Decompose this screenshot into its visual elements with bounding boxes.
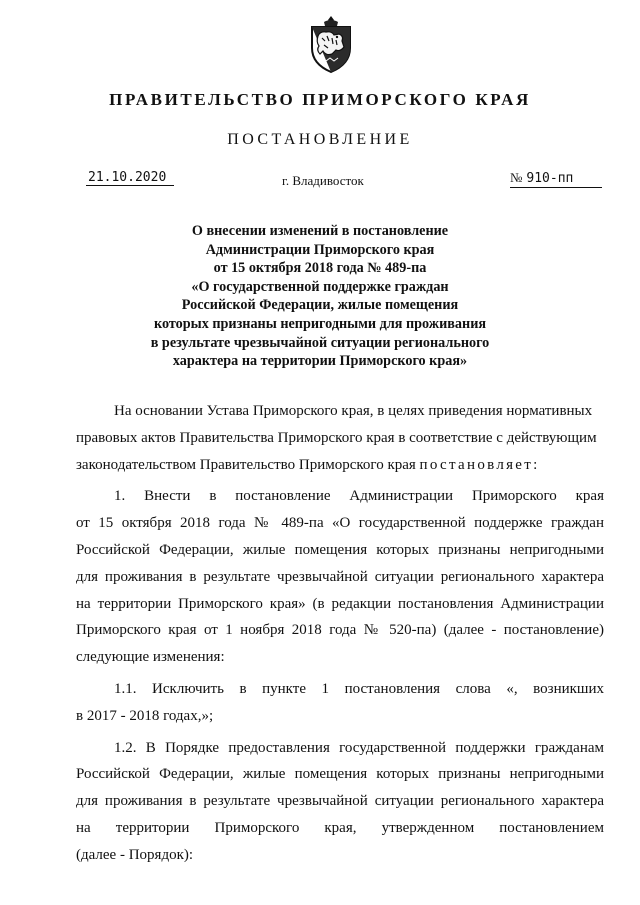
- paragraph-item-1-2: [76, 735, 604, 869]
- paragraph-item-1-1: [76, 676, 604, 730]
- text-line: для проживания в результате чрезвычайной ситуации регионального характера: [76, 793, 604, 810]
- heading-line: Российской Федерации, жилые помещения: [181, 297, 459, 314]
- paragraph-item-1: [76, 483, 604, 671]
- text-line: на территории Приморского края, утвержденном постановлением: [76, 819, 604, 836]
- preamble-colon: :: [533, 456, 538, 473]
- document-meta: [0, 170, 640, 190]
- text-line: На основании Устава Приморского края, в целях приведения нормативных: [114, 403, 593, 419]
- document-date: 21.10.2020: [86, 170, 174, 186]
- heading-line: О внесении изменений в постановление: [191, 223, 449, 239]
- heading-line: в результате чрезвычайной ситуации регионального: [150, 334, 490, 351]
- text-line: 1. Внести в постановление Администрации Приморского края: [114, 488, 604, 505]
- text-line: правовых актов Правительства Приморского края в соответствие с действующим: [76, 429, 597, 446]
- document-type: ПОСТАНОВЛЕНИЕ: [227, 131, 413, 148]
- document-heading: [100, 222, 540, 371]
- government-title: ПРАВИТЕЛЬСТВО ПРИМОРСКОГО КРАЯ: [109, 90, 531, 109]
- text-line: [76, 452, 604, 479]
- text-line: Приморского края от 1 ноября 2018 года № 520-па) (далее - постановление): [76, 622, 604, 639]
- document-city: г. Владивосток: [282, 173, 364, 188]
- text-line: 1.2. В Порядке предоставления государственной поддержки гражданам: [114, 739, 604, 756]
- text-line: следующие изменения:: [76, 649, 225, 666]
- text-line: в 2017 - 2018 годах,»;: [76, 707, 214, 724]
- text-line: Российской Федерации, жилые помещения которых признаны непригодными: [76, 766, 604, 783]
- text-line: 1.1. Исключить в пункте 1 постановления слова «, возникших: [114, 680, 604, 697]
- document-number-field: [510, 170, 602, 188]
- text-line: на территории Приморского края» (в редакции постановления Администрации: [76, 595, 604, 612]
- document-number: 910-пп: [526, 171, 574, 186]
- heading-line: которых признаны непригодными для проживания: [153, 315, 487, 332]
- preamble-text: законодательством Правительство Приморского края: [76, 456, 420, 473]
- text-line: от 15 октября 2018 года № 489-па «О государственной поддержке граждан: [76, 515, 604, 532]
- resolves-word: постановляет: [419, 456, 534, 473]
- document-body: [76, 398, 604, 874]
- text-line: Российской Федерации, жилые помещения которых признаны непригодными: [76, 541, 604, 558]
- heading-line: Администрации Приморского края: [205, 241, 435, 258]
- heading-line: от 15 октября 2018 года № 489-па: [213, 260, 427, 277]
- coat-of-arms-icon: [306, 14, 356, 74]
- paragraph-preamble: [76, 398, 604, 478]
- text-line: для проживания в результате чрезвычайной ситуации регионального характера: [76, 568, 604, 585]
- heading-line: «О государственной поддержке граждан: [191, 278, 449, 295]
- text-line: (далее - Порядок):: [76, 846, 194, 863]
- number-sign: №: [510, 170, 523, 185]
- heading-line: характера на территории Приморского края»: [172, 353, 468, 370]
